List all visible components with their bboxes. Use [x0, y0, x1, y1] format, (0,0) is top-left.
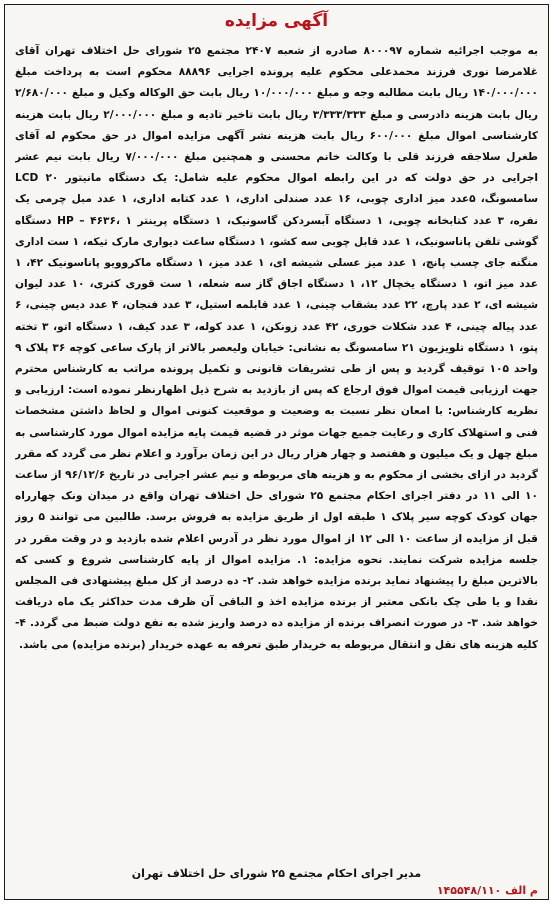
reference-number: م الف ۱۴۵۵۴۸/۱۱۰: [436, 884, 538, 897]
notice-title: آگهی مزایده: [224, 11, 329, 31]
notice-footer: [15, 865, 538, 899]
notice-frame: [4, 4, 549, 900]
notice-body: به موجب اجرائیه شماره ۸۰۰۰۹۷ صادره از شعبه ۲۴۰۷ مجتمع ۲۵ شورای حل اختلاف تهران آقای غلامرضا نوری فرزند محمدعلی محکوم علیه پرونده اجرایی ۸۸۸۹۶ محکوم است به پرداخت مبلغ ۱۴۰/۰۰۰/۰۰۰ ریال بابت مطالبه وجه و مبلغ ۱۰/۰۰۰/۰۰۰ ریال بابت حق الوکاله وکیل و مبلغ ۲/۶۸۰/۰۰۰ ریال بابت هزینه دادرسی و مبلغ ۳/۳۳۳/۳۳۳ ریال بابت تاخیر تادیه و مبلغ ۲/۰۰۰/۰۰۰ ریال بابت هزینه کارشناسی اموال مبلغ ۶۰۰/۰۰۰ ریال بابت هزینه نشر آگهی مزایده اموال در حق محکوم له آقای طغرل سلاجقه فرزند قلی با وکالت خانم محسنی و همچنین مبلغ ۷/۰۰۰/۰۰۰ ریال بابت نیم عشر اجرایی در حق دولت که در این رابطه اموال محکوم علیه شامل: یک دستگاه مانیتور LCD ۲۰ سامسونگ، ۵عدد میز اداری چوبی، ۱۶ عدد صندلی اداری، ۱ عدد کتابه اداری، ۱ عدد مبل چرمی یک نفره، ۳ عدد کتابخانه چوبی، ۱ دستگاه آبسردکن گاسونیک، ۱ دستگاه پرینتر HP – ۴۶۳۶، ۱ دستگاه گوشی تلفن پاناسونیک، ۱ عدد قابل چوبی سه کشو، ۱ دستگاه ساعت دیواری مارک تیکه، ۱ ست اداری منگنه جای چسب پانچ، ۱ عدد میز عسلی شیشه ای، ۱ عدد میز، ۱ دستگاه ماکروویو پاناسونیک ۴۲، ۱ عدد میز اتو، ۱ دستگاه یخچال ۱۲، ۱ دستگاه اجاق گاز سه شعله، ۱ ست قوری کتری، ۱۰ عدد لیوان شیشه ای، ۲ عدد پارچ، ۲۲ عدد بشقاب چینی، ۱ عدد قابلمه استیل، ۳ عدد فنجان، ۴ عدد دیس چینی، ۶ عدد پیاله چینی، ۴ عدد شکلات خوری، ۴۲ عدد زونکن، ۱ عدد کوله، ۳ عدد کیف، ۱ دستگاه اتو، ۳ تخته پتو، ۱ دستگاه تلویزیون ۲۱ سامسونگ به نشانی: خیابان ولیعصر بالاتر از پارک ساعی کوچه ۳۶ پلاک ۹ واحد ۱۰۵ توقیف گردید و پس از طی تشریفات قانونی و تکمیل پرونده مراتب به کارشناس محترم جهت ارزیابی قیمت اموال فوق ارجاع که پس از بازدید به شرح ذیل اظهارنظر نموده است: ارزیابی و نظریه کارشناس: با امعان نظر نسبت به وضعیت و موقعیت کنونی اموال و لحاظ داشتن مشخصات فنی و استهلاک کاری و رعایت جمیع جهات موثر در قضیه قیمت پایه مزایده اموال مورد کارشناسی به مبلغ چهل و یک میلیون و هفتصد و چهار هزار ریال در این زمان برآورد و اعلام نظر می گردد که مقرر گردید در ازای بخشی از محکوم به و هزینه های مربوطه و نیم عشر اجرایی در تاریخ ۹۶/۱۲/۶ از ساعت ۱۰ الی ۱۱ در دفتر اجرای احکام مجتمع ۲۵ شورای حل اختلاف تهران واقع در میدان ونک چهارراه جهان کودک کوچه سیر پلاک ۱ طبقه اول از طریق مزایده به فروش برسد. طالبین می توانند ۵ روز قبل از مزایده از ساعت ۱۰ الی ۱۲ از اموال مورد نظر در آدرس اعلام شده بازدید و در وقت مقرر در جلسه مزایده شرکت نمایند. نحوه مزایده: ۱. مزایده اموال از پایه کارشناسی شروع و کسی که بالاترین مبلغ را پیشنهاد نماید برنده مزایده خواهد شد. ۲- ده درصد از کل مبلغ پیشنهادی فی المجلس نقدا و یا طی چک بانکی معتبر از برنده مزایده اخذ و الباقی آن ظرف مدت حداکثر یک ماه دریافت خواهد شد. ۳- در صورت انصراف برنده از مزایده ده درصد واریز شده به نفع دولت ضبط می گردد. ۴- کلیه هزینه های نقل و انتقال مربوطه به خریدار طبق تعرفه به عهده خریدار (برنده مزایده) می باشد.: [15, 45, 538, 651]
signature-line: مدیر اجرای احکام مجتمع ۲۵ شورای حل اختلاف تهران: [131, 867, 422, 880]
